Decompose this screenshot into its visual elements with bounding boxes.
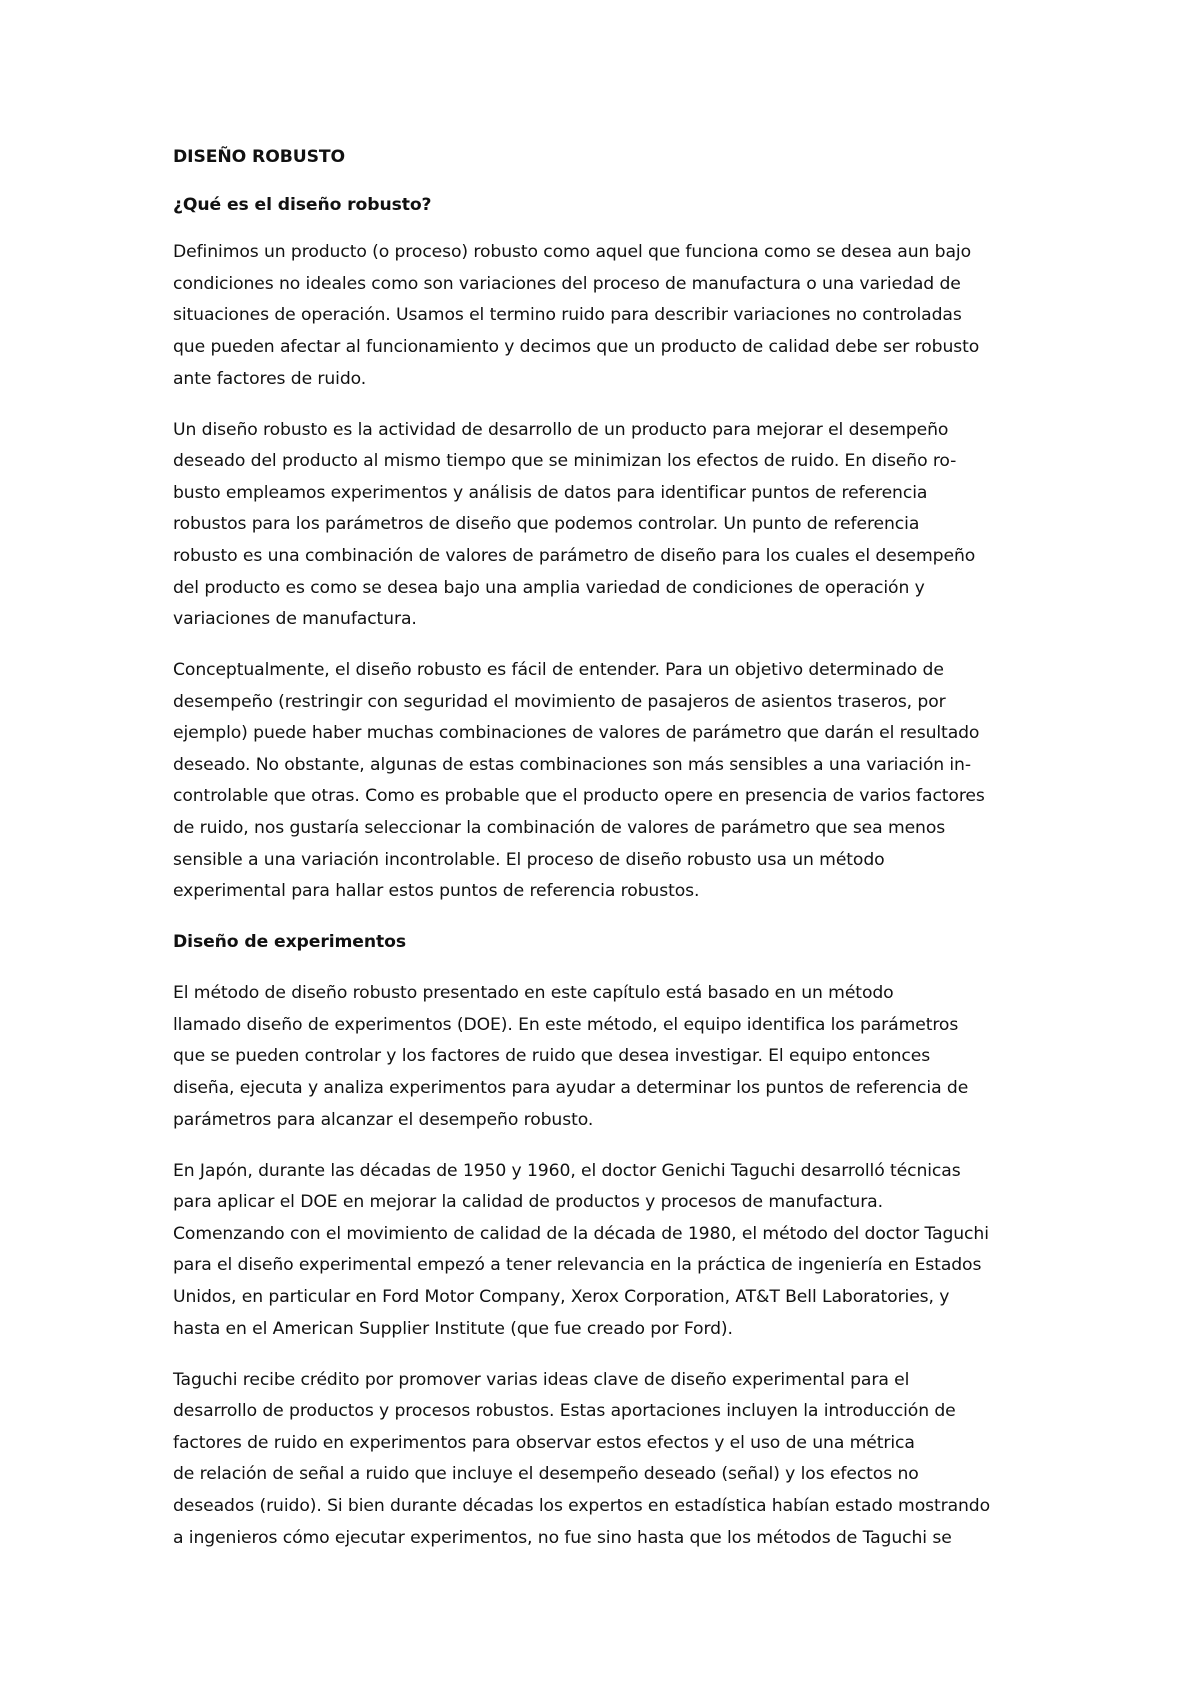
- paragraph-line: factores de ruido en experimentos para observar estos efectos y el uso de una métrica: [173, 1432, 915, 1453]
- document-title: DISEÑO ROBUSTO: [173, 147, 345, 167]
- section-heading: Diseño de experimentos: [173, 932, 406, 953]
- paragraph-line: robustos para los parámetros de diseño que podemos controlar. Un punto de referencia: [173, 514, 920, 535]
- paragraph-doe: [173, 978, 1043, 1136]
- paragraph-line: que se pueden controlar y los factores de ruido que desea investigar. El equipo entonces: [173, 1046, 931, 1067]
- paragraph-history: [173, 1156, 1043, 1346]
- paragraph-line: Definimos un producto (o proceso) robusto como aquel que funciona como se desea aun bajo: [173, 242, 972, 263]
- paragraph-line: parámetros para alcanzar el desempeño robusto.: [173, 1109, 594, 1130]
- paragraph-line: diseña, ejecuta y analiza experimentos para ayudar a determinar los puntos de referencia de: [173, 1078, 969, 1098]
- paragraph-line: a ingenieros cómo ejecutar experimentos, no fue sino hasta que los métodos de Taguchi se: [173, 1527, 952, 1548]
- paragraph-line: Un diseño robusto es la actividad de desarrollo de un producto para mejorar el desempeño: [173, 419, 949, 440]
- paragraph-line: situaciones de operación. Usamos el termino ruido para describir variaciones no controladas: [173, 305, 962, 326]
- paragraph-conceptual: [173, 655, 1043, 908]
- paragraph-line: hasta en el American Supplier Institute (que fue creado por Ford).: [173, 1318, 733, 1339]
- paragraph-line: de relación de señal a ruido que incluye el desempeño deseado (señal) y los efectos no: [173, 1464, 919, 1485]
- paragraph-robust-design: [173, 415, 1043, 636]
- paragraph-line: condiciones no ideales como son variaciones del proceso de manufactura o una variedad de: [173, 273, 961, 294]
- paragraph-line: deseado. No obstante, algunas de estas combinaciones son más sensibles a una variación in-: [173, 754, 971, 775]
- paragraph-line: Taguchi recibe crédito por promover varias ideas clave de diseño experimental para el: [173, 1369, 910, 1390]
- paragraph-line: variaciones de manufactura.: [173, 609, 417, 630]
- paragraph-line: desarrollo de productos y procesos robustos. Estas aportaciones incluyen la introducción de: [173, 1401, 956, 1422]
- paragraph-line: del producto es como se desea bajo una amplia variedad de condiciones de operación y: [173, 577, 925, 598]
- paragraph-line: Unidos, en particular en Ford Motor Company, Xerox Corporation, AT&T Bell Laboratories, y: [173, 1286, 950, 1307]
- paragraph-line: de ruido, nos gustaría seleccionar la combinación de valores de parámetro que sea menos: [173, 818, 946, 839]
- paragraph-line: ante factores de ruido.: [173, 368, 367, 389]
- paragraph-line: para aplicar el DOE en mejorar la calidad de productos y procesos de manufactura.: [173, 1192, 883, 1213]
- paragraph-line: experimental para hallar estos puntos de referencia robustos.: [173, 881, 700, 902]
- paragraph-line: El método de diseño robusto presentado en este capítulo está basado en un método: [173, 983, 894, 1004]
- document-content: [173, 142, 1043, 1554]
- paragraph-line: ejemplo) puede haber muchas combinaciones de valores de parámetro que darán el resultado: [173, 723, 980, 744]
- paragraph-line: En Japón, durante las décadas de 1950 y 1960, el doctor Genichi Taguchi desarrolló técnicas: [173, 1160, 961, 1181]
- paragraph-line: desempeño (restringir con seguridad el movimiento de pasajeros de asientos traseros, por: [173, 691, 946, 712]
- paragraph-line: Comenzando con el movimiento de calidad de la década de 1980, el método del doctor Taguchi: [173, 1223, 989, 1244]
- paragraph-line: para el diseño experimental empezó a tener relevancia en la práctica de ingeniería en Estados: [173, 1255, 982, 1276]
- paragraph-line: controlable que otras. Como es probable que el producto opere en presencia de varios factores: [173, 786, 985, 807]
- paragraph-line: busto empleamos experimentos y análisis de datos para identificar puntos de referencia: [173, 482, 928, 503]
- paragraph-line: llamado diseño de experimentos (DOE). En este método, el equipo identifica los parámetros: [173, 1014, 959, 1035]
- paragraph-line: deseados (ruido). Si bien durante décadas los expertos en estadística habían estado mostrando: [173, 1495, 991, 1516]
- paragraph-line: deseado del producto al mismo tiempo que se minimizan los efectos de ruido. En diseño ro-: [173, 451, 957, 472]
- paragraph-line: que pueden afectar al funcionamiento y decimos que un producto de calidad debe ser robusto: [173, 336, 980, 357]
- paragraph-line: Conceptualmente, el diseño robusto es fácil de entender. Para un objetivo determinado de: [173, 660, 944, 681]
- paragraph-line: robusto es una combinación de valores de parámetro de diseño para los cuales el desempeño: [173, 545, 976, 566]
- paragraph-line: sensible a una variación incontrolable. El proceso de diseño robusto usa un método: [173, 849, 885, 870]
- question-heading: ¿Qué es el diseño robusto?: [173, 194, 432, 215]
- paragraph-taguchi: [173, 1365, 1043, 1555]
- paragraph-definition: [173, 237, 1043, 395]
